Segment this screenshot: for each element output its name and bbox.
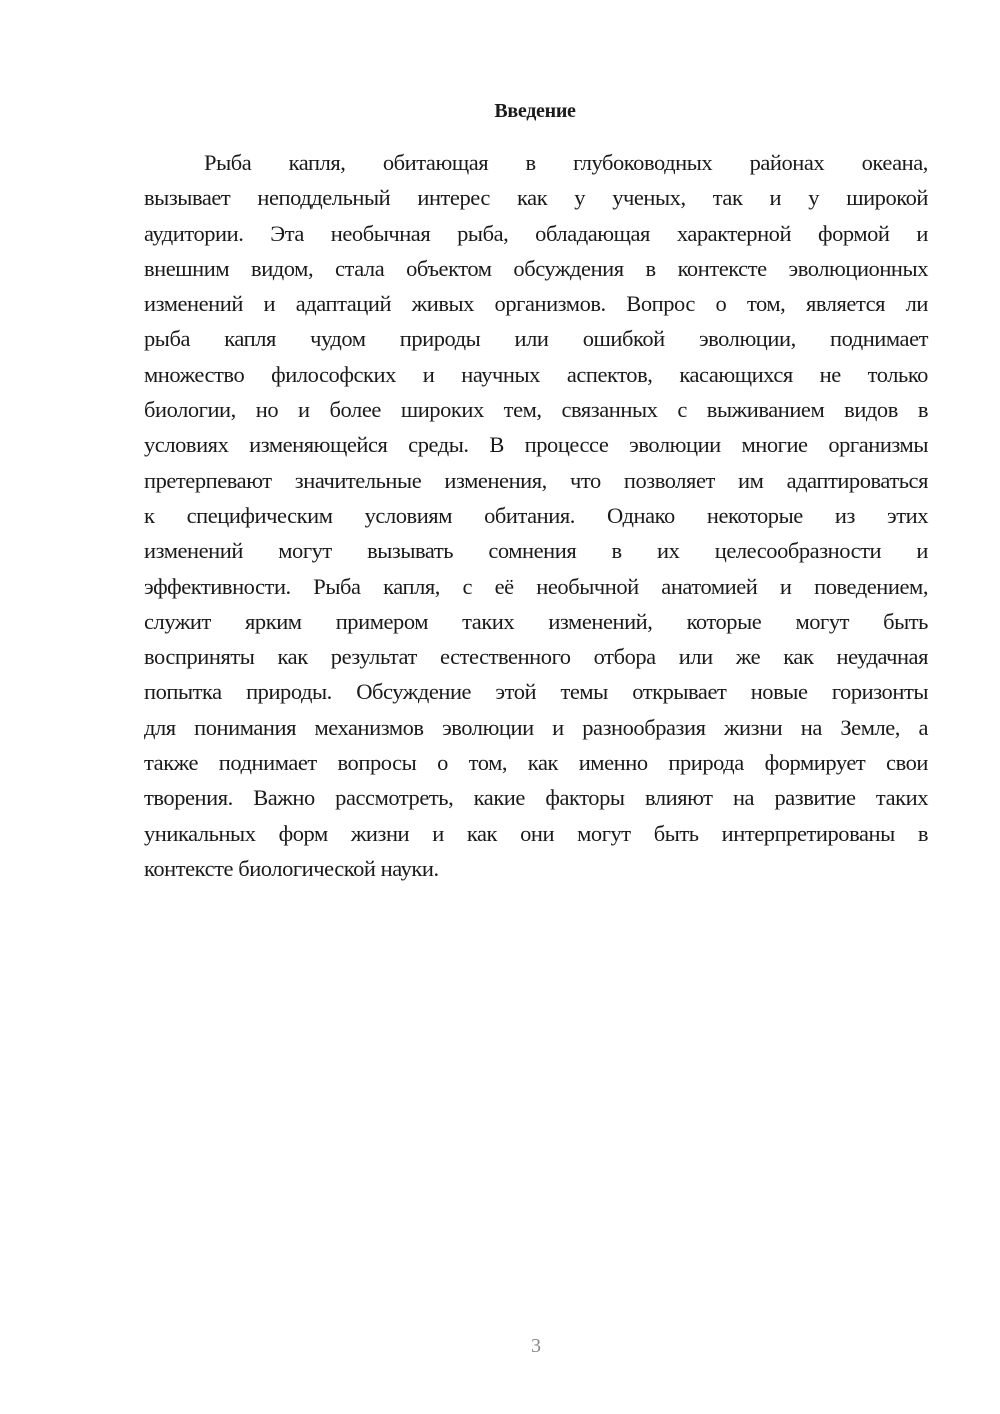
paragraph-line: вызывает неподдельный интерес как у ученых, так и у широкой (144, 185, 928, 211)
section-heading: Введение (494, 100, 576, 122)
paragraph-line: уникальных форм жизни и как они могут быть интерпретированы в (144, 820, 928, 846)
paragraph-line: эффективности. Рыба капля, с её необычной анатомией и поведением, (144, 573, 928, 599)
paragraph-line: творения. Важно рассмотреть, какие факторы влияют на развитие таких (144, 785, 928, 811)
paragraph-line: изменений и адаптаций живых организмов. Вопрос о том, является ли (144, 291, 928, 317)
introduction-paragraph (144, 145, 928, 886)
paragraph-line: биологии, но и более широких тем, связанных с выживанием видов в (144, 397, 928, 423)
paragraph-line: к специфическим условиям обитания. Однако некоторые из этих (144, 502, 928, 528)
paragraph-line: изменений могут вызывать сомнения в их целесообразности и (144, 538, 928, 564)
paragraph-line: для понимания механизмов эволюции и разнообразия жизни на Земле, а (144, 714, 928, 740)
paragraph-line: условиях изменяющейся среды. В процессе эволюции многие организмы (144, 432, 928, 458)
paragraph-line: множество философских и научных аспектов, касающихся не только (144, 361, 928, 387)
paragraph-line: Рыба капля, обитающая в глубоководных районах океана, (204, 150, 928, 175)
paragraph-line: служит ярким примером таких изменений, которые могут быть (144, 608, 928, 634)
paragraph-line: контексте биологической науки. (144, 855, 439, 881)
paragraph-line: аудитории. Эта необычная рыба, обладающая характерной формой и (144, 220, 928, 246)
paragraph-line: попытка природы. Обсуждение этой темы открывает новые горизонты (144, 679, 928, 705)
paragraph-line: внешним видом, стала объектом обсуждения в контексте эволюционных (144, 255, 928, 281)
paragraph-line: претерпевают значительные изменения, что позволяет им адаптироваться (144, 467, 928, 493)
paragraph-line: рыба капля чудом природы или ошибкой эволюции, поднимает (144, 326, 928, 352)
page-number: 3 (531, 1335, 541, 1357)
paragraph-line: восприняты как результат естественного отбора или же как неудачная (144, 644, 928, 670)
paragraph-line: также поднимает вопросы о том, как именно природа формирует свои (144, 750, 928, 776)
